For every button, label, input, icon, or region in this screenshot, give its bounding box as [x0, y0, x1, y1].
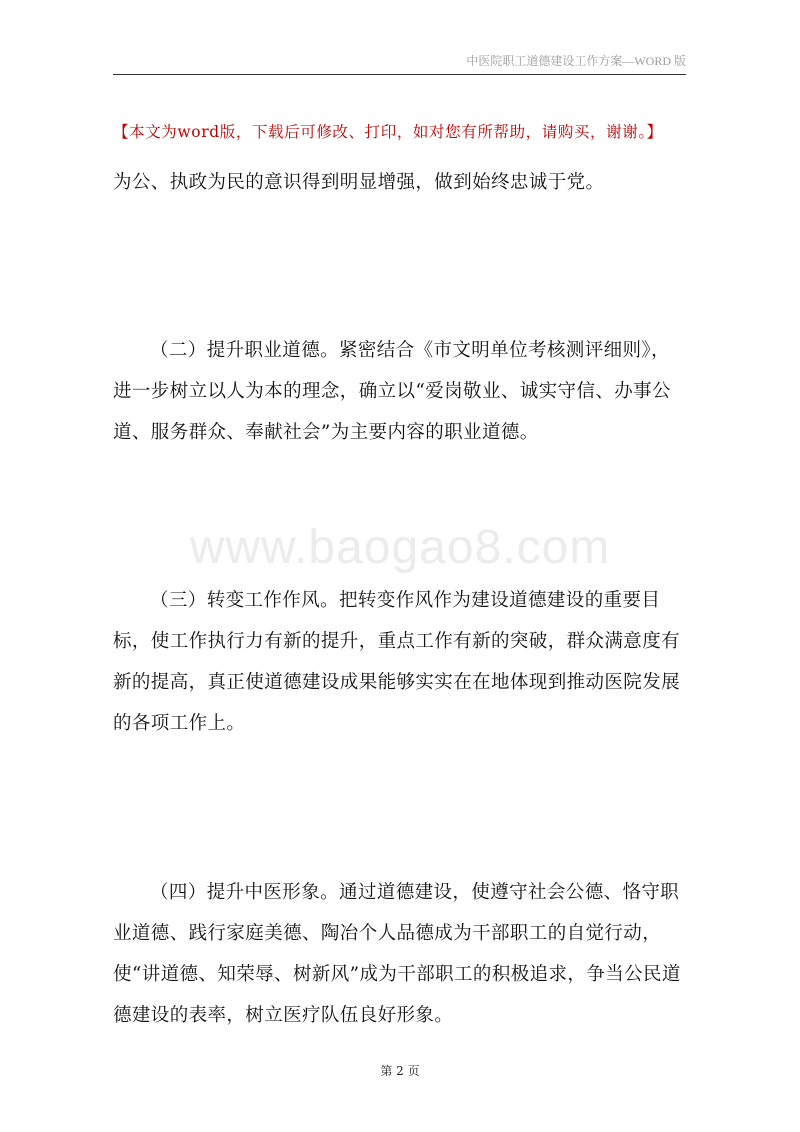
site-watermark: www.baogao8.com [189, 521, 611, 574]
header-divider [113, 74, 686, 75]
download-notice: 【本文为word版，下载后可修改、打印，如对您有所帮助，请购买，谢谢。】 [113, 123, 663, 141]
paragraph-work-style: （三）转变工作作风。把转变作风作为建设道德建设的重要目标，使工作执行力有新的提升，重点工作有新的突破，群众满意度有新的提高，真正使道德建设成果能够实实在在地体现到推动医院发展的各项工作上。 [113, 590, 681, 734]
page-header-title: 中医院职工道德建设工作方案—WORD 版 [466, 54, 686, 68]
page-number: 第 2 页 [380, 1064, 420, 1078]
paragraph-continuation: 为公、执政为民的意识得到明显增强，做到始终忠诚于党。 [113, 172, 605, 193]
paragraph-professional-ethics: （二）提升职业道德。紧密结合《市文明单位考核测评细则》，进一步树立以人为本的理念，确立以“爱岗敬业、诚实守信、办事公道、服务群众、奉献社会”为主要内容的职业道德。 [113, 340, 671, 443]
paragraph-tcm-image: （四）提升中医形象。通过道德建设，使遵守社会公德、恪守职业道德、践行家庭美德、陶冶个人品德成为干部职工的自觉行动，使“讲道德、知荣辱、树新风”成为干部职工的积极追求，争当公民道德建设的表率，树立医疗队伍良好形象。 [113, 882, 681, 1026]
